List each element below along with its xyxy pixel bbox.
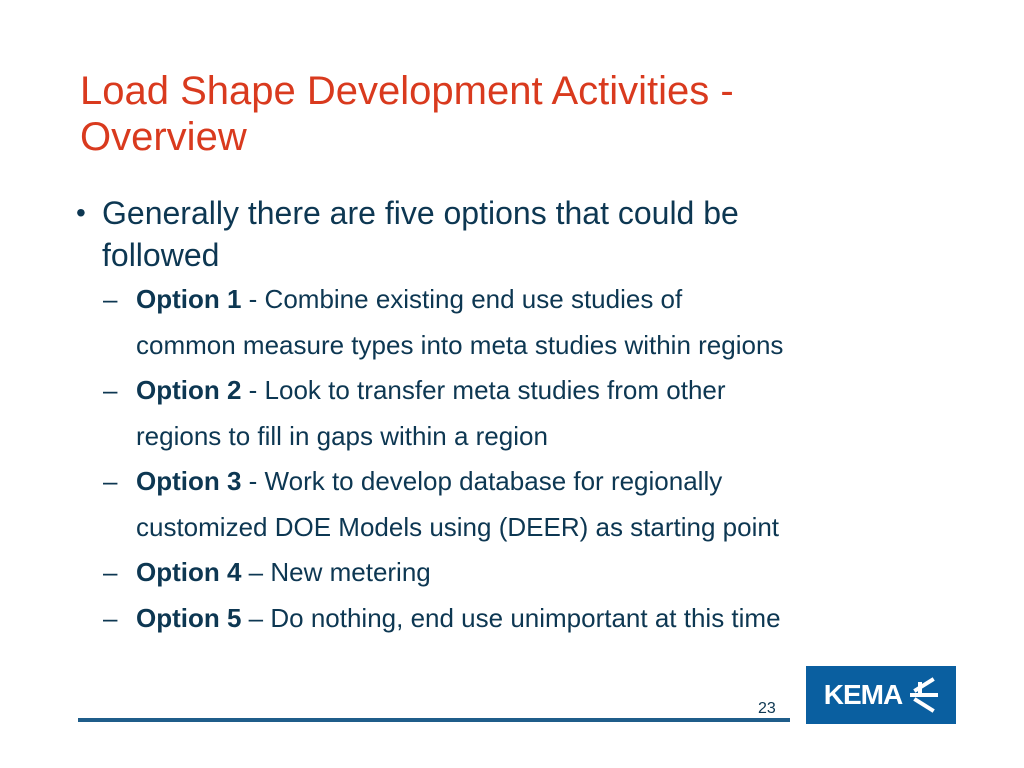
option-label: Option 5 [136,602,242,633]
options-list [70,277,1000,641]
option-text-line-2: common measure types into meta studies within regions [136,329,784,360]
option-separator: – [241,557,271,587]
main-bullet-text-line-2: followed [102,237,220,273]
option-label: Option 2 [136,375,242,405]
option-item-5 [70,596,1000,642]
option-item-3 [70,459,1000,550]
option-label: Option 3 [136,466,242,496]
option-label: Option 1 [136,284,242,314]
option-text-line-1: Work to develop database for regionally [264,466,723,496]
dash-icon: – [103,284,118,314]
footer-rule [78,718,790,722]
dash-icon: – [103,375,118,405]
slide-title [80,68,960,160]
option-separator: - [241,375,265,405]
kema-logo-text: KEMA [823,679,903,710]
slide-body [70,192,1000,641]
slide-title-line-2: Overview [80,115,247,159]
dash-icon: – [103,466,118,496]
option-text-line-1: Do nothing, end use unimportant at this time [270,602,781,633]
option-item-4 [70,550,1000,596]
dash-icon: – [103,602,118,633]
option-separator: - [241,466,265,496]
option-separator: - [241,284,265,314]
dash-icon: – [103,557,118,587]
kema-mark-icon [908,677,938,713]
bullet-dot-icon: • [76,197,86,228]
option-item-1 [70,277,1000,368]
option-text-line-1: New metering [270,557,431,587]
main-bullet-text-line-1: Generally there are five options that could be [102,195,739,231]
option-separator: – [241,602,271,633]
option-label: Option 4 [136,557,242,587]
option-text-line-1: Combine existing end use studies of [264,284,683,314]
option-text-line-2: regions to fill in gaps within a region [136,420,548,451]
option-text-line-1: Look to transfer meta studies from other [264,375,726,405]
option-item-2 [70,368,1000,459]
main-bullet [70,192,1000,276]
option-text-line-2: customized DOE Models using (DEER) as starting point [136,511,780,542]
page-number: 23 [758,700,776,717]
kema-logo [806,666,956,724]
slide-title-line-1: Load Shape Development Activities - [80,69,734,113]
